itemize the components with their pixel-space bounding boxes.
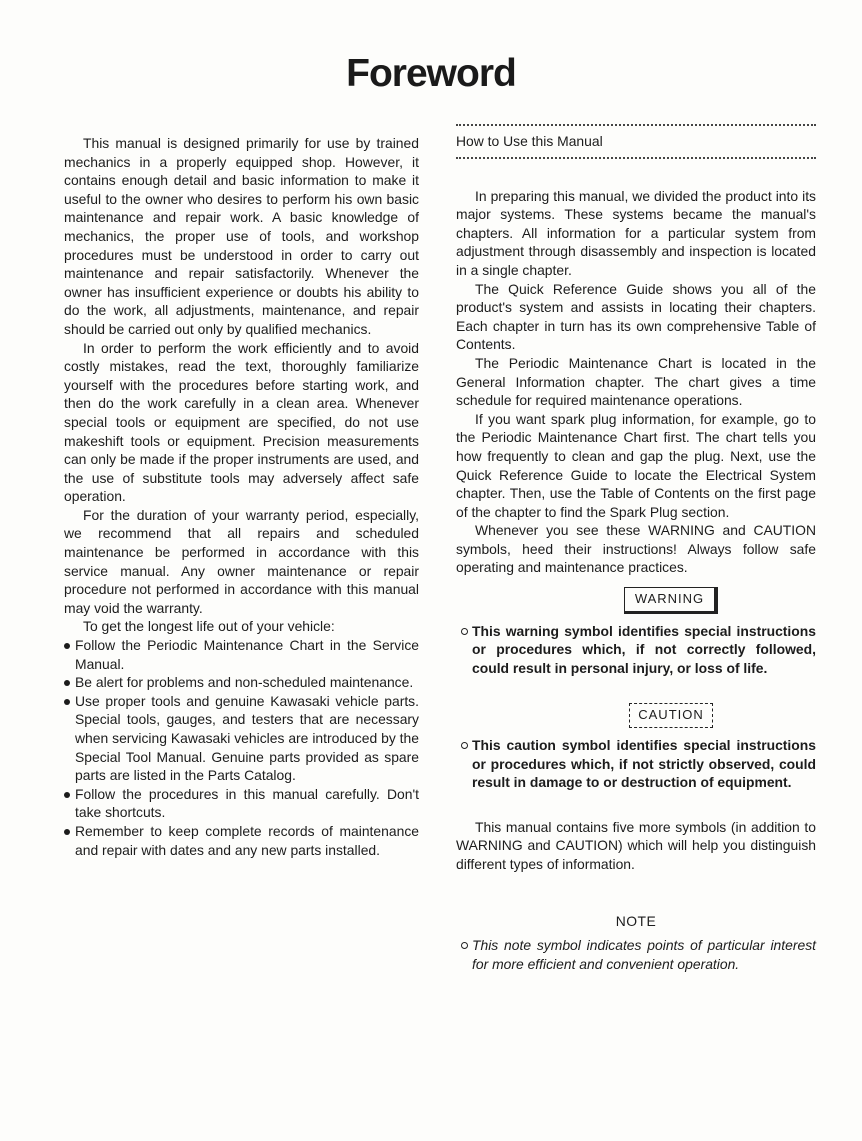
dotted-divider — [456, 157, 816, 159]
page-title: Foreword — [346, 52, 516, 95]
circle-bullet-icon — [461, 742, 468, 749]
quick-reference-paragraph: The Quick Reference Guide shows you all of the product's system and assists in locating their chapters. Each chapter in turn has its own comprehensive Table of Contents. — [456, 280, 816, 353]
circle-bullet-icon — [461, 942, 468, 949]
tips-list — [64, 636, 419, 859]
maintenance-chart-paragraph: The Periodic Maintenance Chart is located in the General Information chapter. The chart gives a time schedule for required maintenance operations. — [456, 354, 816, 409]
caution-symbol: CAUTION — [629, 703, 713, 728]
systems-paragraph: In preparing this manual, we divided the product into its major systems. These systems became the manual's chapters. All information for a particular system from adjustment through disassembly and inspection is located in a single chapter. — [456, 187, 816, 278]
warranty-paragraph: For the duration of your warranty period, especially, we recommend that all repairs and scheduled maintenance be performed in accordance with this service manual. Any owner maintenance or repair procedure not performed in accordance with this manual may void the warranty. — [64, 506, 419, 616]
right-column — [456, 118, 816, 973]
five-symbols-paragraph: This manual contains five more symbols (in addition to WARNING and CAUTION) which will help you distinguish different types of information. — [456, 818, 816, 872]
caution-description — [456, 736, 816, 792]
warning-symbol-wrap — [456, 587, 816, 614]
spark-plug-paragraph: If you want spark plug information, for example, go to the Periodic Maintenance Chart first. The chart tells you how frequently to clean and gap the plug. Next, use the Quick Reference Guide to locate the Electrical System chapter. Then, use the Table of Contents on the first page of the chapter to find the Spark Plug section. — [456, 410, 816, 520]
symbols-paragraph: Whenever you see these WARNING and CAUTION symbols, heed their instructions! Always follow safe operating and maintenance practices. — [456, 522, 816, 576]
longest-life-paragraph: To get the longest life out of your vehicle: — [83, 618, 335, 635]
list-item: Follow the Periodic Maintenance Chart in the Service Manual. — [64, 636, 419, 673]
list-item: Remember to keep complete records of maintenance and repair with dates and any new parts installed. — [64, 822, 419, 859]
warning-description — [456, 622, 816, 678]
efficiency-paragraph: In order to perform the work efficiently and to avoid costly mistakes, read the text, thoroughly familiarize yourself with the procedures before starting work, and then do the work carefully in a clean area. Whenever special tools or equipment are specified, do not use makeshift tools or equipment. Precision measurements can only be made if the proper instruments are used, and the use of substitute tools may adversely affect safe operation. — [64, 339, 419, 505]
left-column — [64, 134, 419, 859]
intro-paragraph: This manual is designed primarily for use by trained mechanics in a properly equipped shop. However, it contains enough detail and basic information to make it useful to the owner who desires to perform his own basic maintenance and repair work. A basic knowledge of mechanics, the proper use of tools, and workshop procedures must be understood in order to carry out maintenance and repair satisfactorily. Whenever the owner has insufficient experience or doubts his ability to do the work, all adjustments, maintenance, and repair should be carried out only by qualified mechanics. — [64, 135, 419, 337]
warning-symbol: WARNING — [624, 587, 718, 614]
spacer — [456, 792, 816, 818]
caution-symbol-wrap — [456, 703, 816, 728]
list-item: Use proper tools and genuine Kawasaki vehicle parts. Special tools, gauges, and testers that are necessary when servicing Kawasaki vehicles are introduced by the Special Tool Manual. Genuine parts provided as spare parts are listed in the Parts Catalog. — [64, 692, 419, 785]
section-heading: How to Use this Manual — [456, 133, 603, 149]
list-item: Be alert for problems and non-scheduled maintenance. — [64, 673, 419, 692]
note-text: This note symbol indicates points of particular interest for more efficient and convenient operation. — [472, 937, 816, 972]
circle-bullet-icon — [461, 628, 468, 635]
spacer — [456, 165, 816, 187]
dotted-divider — [456, 124, 816, 126]
note-label: NOTE — [615, 912, 657, 929]
note-description — [456, 936, 816, 973]
caution-text: This caution symbol identifies special instructions or procedures which, if not strictly observed, could result in damage to or destruction of equipment. — [472, 737, 816, 791]
warning-text: This warning symbol identifies special instructions or procedures which, if not correctly followed, could result in personal injury, or loss of life. — [472, 622, 816, 676]
list-item: Follow the procedures in this manual carefully. Don't take shortcuts. — [64, 785, 419, 822]
